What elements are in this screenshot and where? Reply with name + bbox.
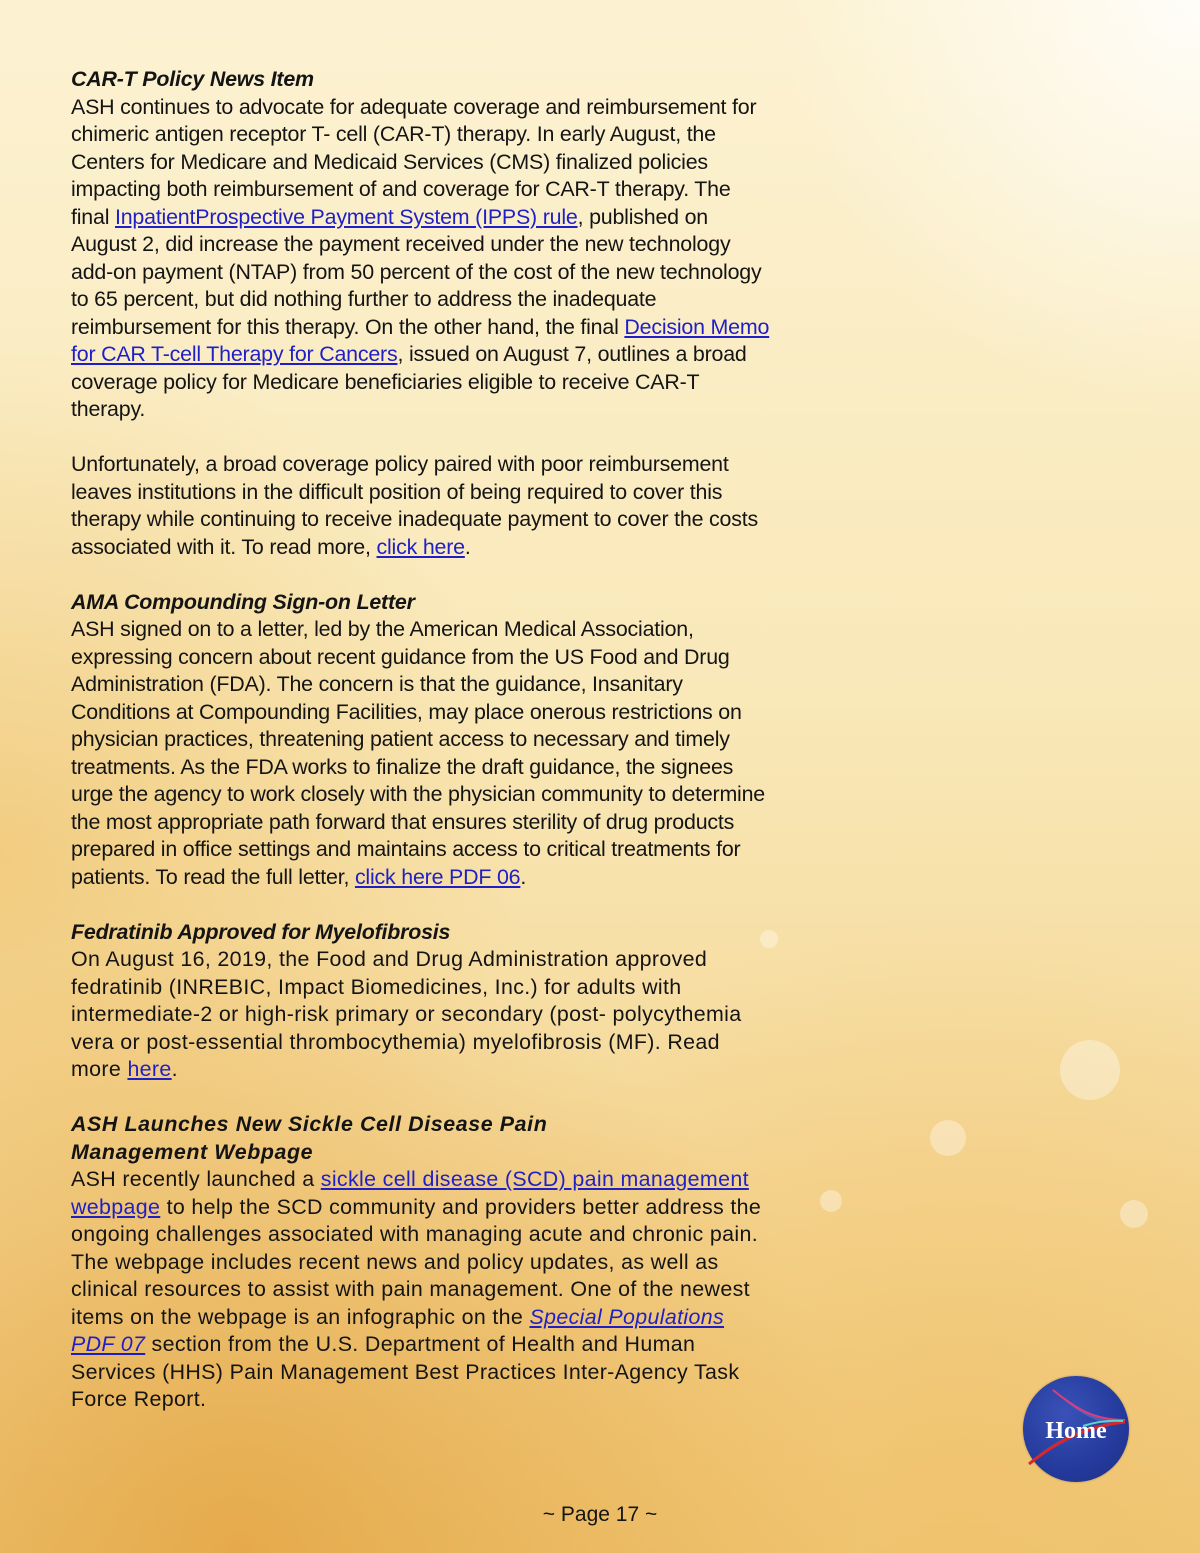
heading-line: ASH Launches New Sickle Cell Disease Pain bbox=[71, 1112, 548, 1136]
paragraph-text: . bbox=[520, 864, 527, 889]
paragraph-text: section from the U.S. Department of Health and Human Services (HHS) Pain Management Best Practices Inter-Agency Task Force Report. bbox=[71, 1332, 740, 1411]
background-bokeh bbox=[820, 1190, 842, 1212]
home-button[interactable] bbox=[1023, 1376, 1129, 1482]
news-heading: Fedratinib Approved for Myelofibrosis bbox=[71, 919, 451, 944]
paragraph-text: , issued on August 7, outlines a broad coverage policy for Medicare beneficiaries eligible to receive CAR-T therapy. bbox=[71, 342, 747, 421]
paragraph-text: On August 16, 2019, the Food and Drug Administration approved fedratinib (INREBIC, Impact Biomedicines, Inc.) for adults with intermediate-2 or high-risk primary or secondary (post- polycythemia vera or post-essential thrombocythemia) myelofibrosis (MF). Read more bbox=[71, 947, 742, 1081]
paragraph-text: ASH signed on to a letter, led by the American Medical Association, expressing concern about recent guidance from the US Food and Drug Administration (FDA). The concern is that the guidance, Insanitary Conditions at Compounding Facilities, may place onerous restrictions on physician practices, threatening patient access to necessary and timely treatments. As the FDA works to finalize the draft guidance, the signees urge the agency to work closely with the physician community to determine the most appropriate path forward that ensures sterility of drug products prepared in office settings and maintains access to critical treatments for patients. To read the full letter, bbox=[71, 617, 766, 889]
news-heading: CAR-T Policy News Item bbox=[71, 67, 314, 91]
background-bokeh bbox=[930, 1120, 966, 1156]
read-more-link[interactable]: click here bbox=[376, 534, 465, 559]
news-item-car-t-continued bbox=[71, 451, 771, 561]
news-item-scd-webpage bbox=[71, 1111, 771, 1414]
news-item-car-t bbox=[71, 66, 771, 424]
news-item-ama-letter bbox=[71, 589, 771, 892]
paragraph-text: . bbox=[464, 534, 471, 559]
background-bokeh bbox=[1060, 1040, 1120, 1100]
paragraph-text: ASH continues to advocate for adequate coverage and reimbursement for chimeric antigen receptor T- cell (CAR-T) therapy. In early August, the Centers for Medicare and Medicaid Services (CMS) finalized policies impacting both reimbursement of and coverage for CAR-T therapy. The final bbox=[71, 94, 757, 229]
news-item-fedratinib bbox=[71, 919, 771, 1084]
full-letter-pdf-link[interactable]: click here PDF 06 bbox=[354, 864, 521, 889]
page-number: ~ Page 17 ~ bbox=[542, 1503, 658, 1526]
special-populations-pdf-link[interactable]: Special Populations PDF 07 bbox=[71, 1304, 725, 1356]
news-paragraph bbox=[71, 451, 771, 561]
paragraph-text: ASH recently launched a bbox=[71, 1167, 321, 1191]
news-paragraph bbox=[71, 946, 771, 1084]
news-paragraph bbox=[71, 1166, 771, 1414]
home-label: Home bbox=[1045, 1417, 1107, 1444]
news-heading: AMA Compounding Sign-on Letter bbox=[71, 589, 415, 614]
ipps-rule-link[interactable]: InpatientProspective Payment System (IPPS) rule bbox=[114, 204, 578, 229]
paragraph-text: , published on August 2, did increase the payment received under the new technology add-on payment (NTAP) from 50 percent of the cost of the new technology to 65 percent, but did nothing further to address the inadequate reimbursement for this therapy. On the other hand, the final bbox=[71, 204, 762, 339]
heading-line: Management Webpage bbox=[71, 1139, 314, 1164]
paragraph-text: to help the SCD community and providers better address the ongoing challenges associated with managing acute and chronic pain. The webpage includes recent news and policy updates, as well as clinical resources to assist with pain management. One of the newest items on the webpage is an infographic on the bbox=[71, 1194, 762, 1329]
article-body bbox=[71, 66, 771, 1441]
news-paragraph bbox=[71, 616, 771, 891]
news-paragraph bbox=[71, 94, 771, 424]
paragraph-text: . bbox=[171, 1057, 178, 1081]
paragraph-text: Unfortunately, a broad coverage policy paired with poor reimbursement leaves institutions in the difficult position of being required to cover this therapy while continuing to receive inadequate payment to cover the costs associated with it. To read more, bbox=[71, 452, 758, 559]
background-bokeh bbox=[1120, 1200, 1148, 1228]
scd-webpage-link[interactable]: sickle cell disease (SCD) pain management webpage bbox=[71, 1167, 749, 1219]
read-more-here-link[interactable]: here bbox=[127, 1057, 172, 1081]
decision-memo-link[interactable]: Decision Memo for CAR T-cell Therapy for Cancers bbox=[71, 314, 770, 366]
news-heading bbox=[71, 1111, 771, 1166]
